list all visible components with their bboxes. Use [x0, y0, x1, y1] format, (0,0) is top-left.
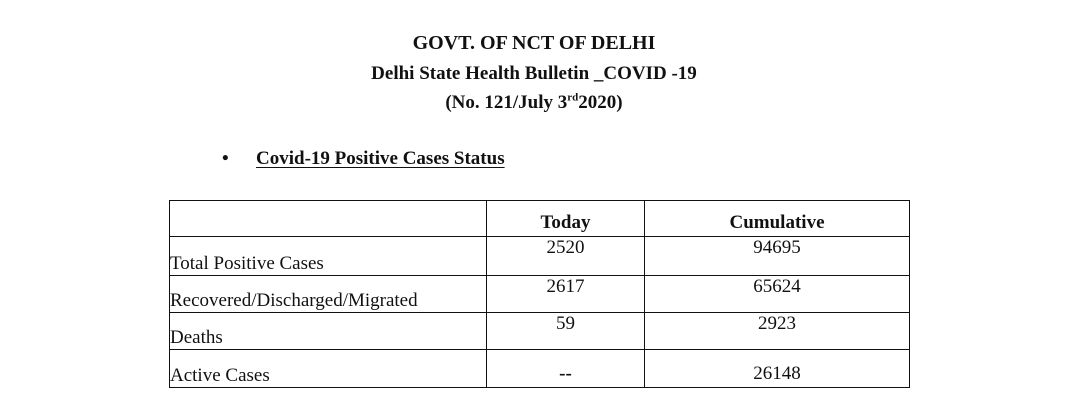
today-recovered: 2617: [487, 276, 645, 313]
row-label-active: Active Cases: [170, 350, 487, 388]
today-deaths: 59: [487, 313, 645, 350]
table-header-row: [170, 201, 910, 237]
column-header-today: Today: [487, 201, 645, 237]
cumulative-active: 26148: [645, 350, 910, 388]
column-header-cumulative: Cumulative: [645, 201, 910, 237]
column-header-label: [170, 201, 487, 237]
today-active: --: [487, 350, 645, 388]
table-row: [170, 350, 910, 388]
cumulative-recovered: 65624: [645, 276, 910, 313]
bulletin-number-prefix: (No. 121/July 3: [445, 92, 568, 113]
row-label-recovered: Recovered/Discharged/Migrated: [170, 276, 487, 313]
row-label-total-positive: Total Positive Cases: [170, 237, 487, 276]
bulletin-authority: GOVT. OF NCT OF DELHI: [412, 32, 656, 54]
bulletin-title: Delhi State Health Bulletin _COVID -19: [371, 63, 697, 84]
cumulative-total-positive: 94695: [645, 237, 910, 276]
row-label-deaths: Deaths: [170, 313, 487, 350]
today-total-positive: 2520: [487, 237, 645, 276]
bulletin-number: [0, 92, 1068, 114]
bulletin-number-suffix: 2020): [578, 92, 623, 113]
table-row: [170, 237, 910, 276]
table-row: [170, 313, 910, 350]
section-heading: [222, 148, 505, 170]
cases-status-table: [169, 200, 910, 388]
bullet-icon: •: [222, 148, 229, 169]
cumulative-deaths: 2923: [645, 313, 910, 350]
table-row: [170, 276, 910, 313]
bulletin-number-sup: rd: [567, 91, 579, 104]
section-title: Covid-19 Positive Cases Status: [256, 148, 505, 169]
